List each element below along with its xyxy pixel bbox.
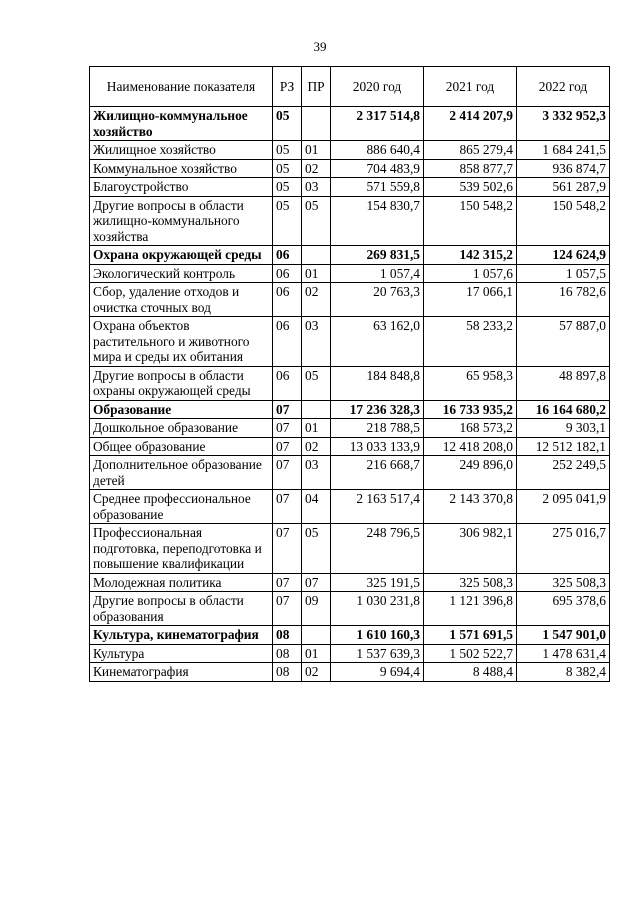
cell-2020: 2 163 517,4	[331, 490, 424, 524]
cell-rz: 05	[273, 196, 302, 246]
cell-2022: 48 897,8	[517, 366, 610, 400]
cell-rz: 07	[273, 419, 302, 438]
cell-2021: 17 066,1	[424, 283, 517, 317]
cell-name: Охрана окружающей среды	[90, 246, 273, 265]
cell-rz: 07	[273, 437, 302, 456]
cell-2020: 63 162,0	[331, 317, 424, 367]
cell-name: Дополнительное образование детей	[90, 456, 273, 490]
cell-pr: 03	[302, 456, 331, 490]
budget-table	[89, 66, 610, 682]
cell-2021: 865 279,4	[424, 141, 517, 160]
cell-2021: 168 573,2	[424, 419, 517, 438]
cell-rz: 08	[273, 663, 302, 682]
table-row	[90, 592, 610, 626]
header-rz: РЗ	[273, 67, 302, 107]
cell-2021: 306 982,1	[424, 524, 517, 574]
cell-2022: 695 378,6	[517, 592, 610, 626]
cell-2021: 2 414 207,9	[424, 107, 517, 141]
cell-pr: 02	[302, 663, 331, 682]
table-row	[90, 490, 610, 524]
cell-2020: 216 668,7	[331, 456, 424, 490]
cell-pr: 04	[302, 490, 331, 524]
cell-2022: 57 887,0	[517, 317, 610, 367]
cell-rz: 05	[273, 141, 302, 160]
cell-2020: 1 610 160,3	[331, 626, 424, 645]
table-row	[90, 159, 610, 178]
cell-rz: 07	[273, 490, 302, 524]
cell-rz: 07	[273, 400, 302, 419]
cell-rz: 05	[273, 107, 302, 141]
cell-name: Жилищно-коммунальное хозяйство	[90, 107, 273, 141]
cell-2022: 12 512 182,1	[517, 437, 610, 456]
cell-2022: 2 095 041,9	[517, 490, 610, 524]
cell-2021: 325 508,3	[424, 573, 517, 592]
cell-name: Культура, кинематография	[90, 626, 273, 645]
cell-2022: 1 057,5	[517, 264, 610, 283]
cell-2022: 124 624,9	[517, 246, 610, 265]
cell-pr: 01	[302, 644, 331, 663]
cell-2020: 704 483,9	[331, 159, 424, 178]
cell-2020: 184 848,8	[331, 366, 424, 400]
cell-name: Жилищное хозяйство	[90, 141, 273, 160]
cell-pr: 05	[302, 366, 331, 400]
table-row	[90, 264, 610, 283]
cell-name: Благоустройство	[90, 178, 273, 197]
cell-pr	[302, 246, 331, 265]
table-row	[90, 366, 610, 400]
cell-2021: 539 502,6	[424, 178, 517, 197]
cell-pr: 02	[302, 283, 331, 317]
cell-2021: 16 733 935,2	[424, 400, 517, 419]
cell-2022: 1 547 901,0	[517, 626, 610, 645]
cell-rz: 08	[273, 626, 302, 645]
cell-rz: 07	[273, 573, 302, 592]
cell-2022: 1 478 631,4	[517, 644, 610, 663]
cell-name: Коммунальное хозяйство	[90, 159, 273, 178]
cell-2021: 58 233,2	[424, 317, 517, 367]
table-row	[90, 644, 610, 663]
cell-2020: 571 559,8	[331, 178, 424, 197]
cell-2021: 8 488,4	[424, 663, 517, 682]
header-pr: ПР	[302, 67, 331, 107]
cell-rz: 06	[273, 264, 302, 283]
cell-name: Культура	[90, 644, 273, 663]
cell-2022: 275 016,7	[517, 524, 610, 574]
cell-2022: 16 782,6	[517, 283, 610, 317]
cell-2022: 150 548,2	[517, 196, 610, 246]
page-number: 39	[313, 39, 327, 54]
cell-name: Другие вопросы в области охраны окружающей среды	[90, 366, 273, 400]
table-row	[90, 141, 610, 160]
cell-name: Охрана объектов растительного и животного мира и среды их обитания	[90, 317, 273, 367]
cell-2020: 886 640,4	[331, 141, 424, 160]
cell-name: Другие вопросы в области жилищно-коммунального хозяйства	[90, 196, 273, 246]
table-row	[90, 283, 610, 317]
cell-rz: 05	[273, 159, 302, 178]
cell-name: Среднее профессиональное образование	[90, 490, 273, 524]
cell-rz: 05	[273, 178, 302, 197]
cell-2020: 1 537 639,3	[331, 644, 424, 663]
cell-2022: 9 303,1	[517, 419, 610, 438]
cell-rz: 06	[273, 246, 302, 265]
cell-pr: 01	[302, 419, 331, 438]
cell-rz: 08	[273, 644, 302, 663]
cell-pr: 03	[302, 178, 331, 197]
cell-name: Сбор, удаление отходов и очистка сточных вод	[90, 283, 273, 317]
cell-pr: 07	[302, 573, 331, 592]
header-name: Наименование показателя	[90, 67, 273, 107]
cell-2021: 142 315,2	[424, 246, 517, 265]
table-header-row	[90, 67, 610, 107]
table-row	[90, 524, 610, 574]
cell-2022: 8 382,4	[517, 663, 610, 682]
cell-2020: 154 830,7	[331, 196, 424, 246]
cell-2021: 858 877,7	[424, 159, 517, 178]
cell-rz: 07	[273, 592, 302, 626]
cell-2021: 2 143 370,8	[424, 490, 517, 524]
cell-2021: 150 548,2	[424, 196, 517, 246]
cell-pr: 02	[302, 437, 331, 456]
cell-pr: 01	[302, 264, 331, 283]
cell-2020: 1 030 231,8	[331, 592, 424, 626]
table-row	[90, 419, 610, 438]
cell-2021: 1 571 691,5	[424, 626, 517, 645]
cell-2021: 1 121 396,8	[424, 592, 517, 626]
table-row	[90, 196, 610, 246]
cell-pr: 03	[302, 317, 331, 367]
cell-2021: 12 418 208,0	[424, 437, 517, 456]
table-row	[90, 317, 610, 367]
cell-name: Образование	[90, 400, 273, 419]
cell-pr: 01	[302, 141, 331, 160]
cell-2020: 325 191,5	[331, 573, 424, 592]
cell-2020: 1 057,4	[331, 264, 424, 283]
cell-rz: 06	[273, 317, 302, 367]
cell-name: Кинематография	[90, 663, 273, 682]
cell-2020: 17 236 328,3	[331, 400, 424, 419]
cell-pr	[302, 400, 331, 419]
cell-2020: 9 694,4	[331, 663, 424, 682]
cell-2022: 3 332 952,3	[517, 107, 610, 141]
table-row	[90, 178, 610, 197]
header-2022: 2022 год	[517, 67, 610, 107]
cell-name: Молодежная политика	[90, 573, 273, 592]
table-section-row	[90, 400, 610, 419]
cell-pr	[302, 626, 331, 645]
cell-2022: 252 249,5	[517, 456, 610, 490]
cell-2020: 269 831,5	[331, 246, 424, 265]
table-section-row	[90, 246, 610, 265]
header-2021: 2021 год	[424, 67, 517, 107]
cell-2021: 249 896,0	[424, 456, 517, 490]
cell-2022: 325 508,3	[517, 573, 610, 592]
table-row	[90, 437, 610, 456]
table-row	[90, 663, 610, 682]
cell-2021: 65 958,3	[424, 366, 517, 400]
table-section-row	[90, 107, 610, 141]
cell-pr: 02	[302, 159, 331, 178]
cell-pr: 09	[302, 592, 331, 626]
cell-pr: 05	[302, 524, 331, 574]
cell-2020: 13 033 133,9	[331, 437, 424, 456]
cell-pr: 05	[302, 196, 331, 246]
cell-rz: 06	[273, 283, 302, 317]
cell-2022: 561 287,9	[517, 178, 610, 197]
cell-rz: 06	[273, 366, 302, 400]
cell-2020: 248 796,5	[331, 524, 424, 574]
cell-2022: 936 874,7	[517, 159, 610, 178]
cell-name: Другие вопросы в области образования	[90, 592, 273, 626]
cell-2021: 1 057,6	[424, 264, 517, 283]
cell-rz: 07	[273, 524, 302, 574]
cell-name: Экологический контроль	[90, 264, 273, 283]
header-2020: 2020 год	[331, 67, 424, 107]
cell-2022: 1 684 241,5	[517, 141, 610, 160]
cell-2021: 1 502 522,7	[424, 644, 517, 663]
cell-2020: 20 763,3	[331, 283, 424, 317]
cell-name: Профессиональная подготовка, переподготовка и повышение квалификации	[90, 524, 273, 574]
table-row	[90, 456, 610, 490]
cell-name: Дошкольное образование	[90, 419, 273, 438]
table-body	[90, 107, 610, 682]
cell-pr	[302, 107, 331, 141]
cell-2020: 2 317 514,8	[331, 107, 424, 141]
table-row	[90, 573, 610, 592]
table-section-row	[90, 626, 610, 645]
cell-name: Общее образование	[90, 437, 273, 456]
cell-2022: 16 164 680,2	[517, 400, 610, 419]
cell-rz: 07	[273, 456, 302, 490]
cell-2020: 218 788,5	[331, 419, 424, 438]
